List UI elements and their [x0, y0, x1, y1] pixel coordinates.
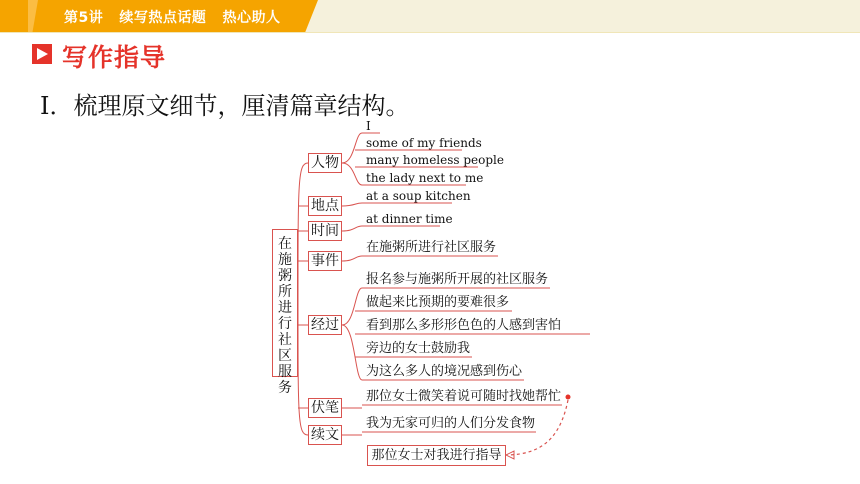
root-char: 服 — [278, 364, 292, 380]
mindmap-root — [272, 229, 298, 396]
time-item: at dinner time — [366, 212, 453, 226]
root-char: 施 — [278, 252, 292, 268]
people-item: I — [366, 119, 371, 133]
people-item: many homeless people — [366, 153, 504, 167]
category-place: 地点 — [308, 196, 342, 216]
heading: Ⅰ．梳理原文细节，厘清篇章结构。 — [40, 92, 410, 120]
final-box: 那位女士对我进行指导 — [367, 445, 506, 466]
process-item: 做起来比预期的要难很多 — [366, 295, 510, 310]
category-people: 人物 — [308, 153, 342, 173]
category-continuation: 续文 — [308, 425, 342, 445]
root-char: 社 — [278, 332, 292, 348]
root-char: 行 — [278, 316, 292, 332]
continuation-item: 我为无家可归的人们分发食物 — [366, 416, 536, 431]
process-item: 报名参与施粥所开展的社区服务 — [366, 272, 549, 287]
category-foreshadow: 伏笔 — [308, 398, 342, 418]
category-event: 事件 — [308, 251, 342, 271]
category-process: 经过 — [308, 315, 342, 335]
foreshadow-item: 那位女士微笑着说可随时找她帮忙 — [366, 389, 562, 404]
root-char: 区 — [278, 348, 292, 364]
root-char: 在 — [278, 236, 292, 252]
root-char: 所 — [278, 284, 292, 300]
process-item: 为这么多人的境况感到伤心 — [366, 364, 523, 379]
place-item: at a soup kitchen — [366, 189, 471, 203]
lesson-title: 第5讲 续写热点话题 热心助人 — [64, 10, 281, 26]
people-item: some of my friends — [366, 136, 482, 150]
root-char: 务 — [278, 380, 292, 396]
root-char: 进 — [278, 300, 292, 316]
process-item: 看到那么多形形色色的人感到害怕 — [366, 318, 562, 333]
section-title: 写作指导 — [62, 43, 167, 72]
process-item: 旁边的女士鼓励我 — [366, 341, 471, 356]
category-time: 时间 — [308, 221, 342, 241]
event-item: 在施粥所进行社区服务 — [366, 240, 497, 255]
people-item: the lady next to me — [366, 171, 484, 185]
root-char: 粥 — [278, 268, 292, 284]
